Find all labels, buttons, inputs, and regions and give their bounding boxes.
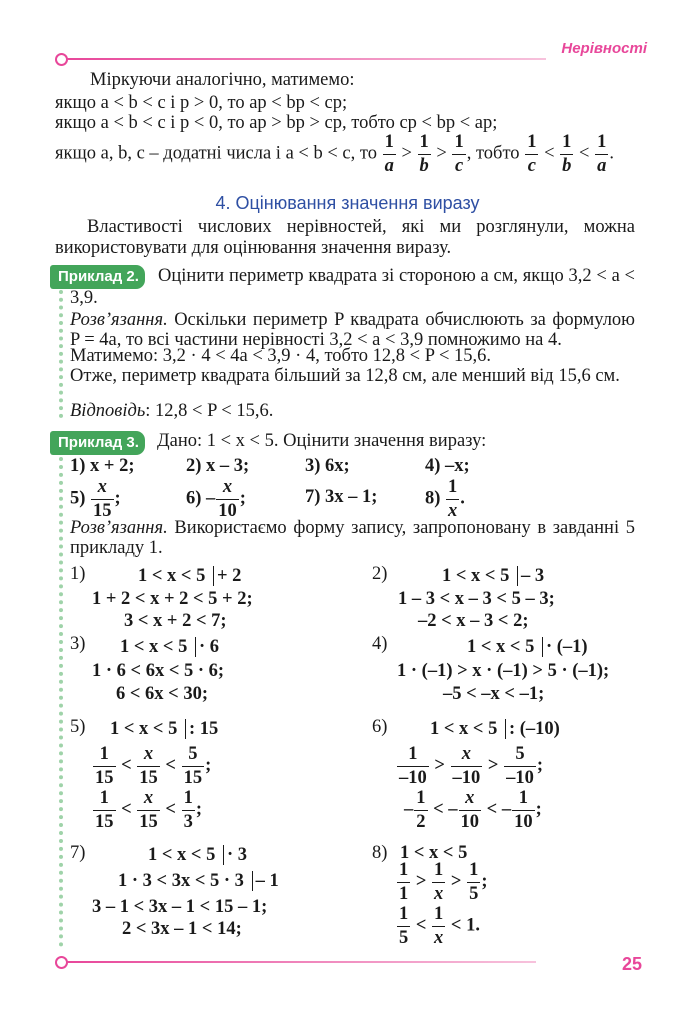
solution-3-line-2: 1 · 6 < 6x < 5 · 6; (92, 661, 225, 681)
solution-7-line-2 (118, 871, 279, 892)
solution-5-operation: : 15 (185, 719, 218, 739)
task-item-6-num: 6) – (186, 488, 216, 509)
intro-line-2: якщо a < b < c і p > 0, то ap < bp < cp; (55, 93, 348, 113)
task-item-5-num: 5) (70, 488, 86, 509)
intro-line-1: Міркуючи аналогічно, матимемо: (90, 70, 355, 90)
task-item-4: 4) –x; (425, 456, 470, 476)
solution-5-number: 5) (70, 717, 86, 737)
solution-2-operation: – 3 (517, 566, 544, 586)
solution-5-line-1 (110, 719, 218, 740)
solution-3-number: 3) (70, 634, 86, 654)
solution-4-line-1 (467, 637, 588, 658)
example-3-margin-dots (59, 457, 63, 947)
solution-2-number: 2) (372, 564, 388, 584)
example-3-task: Дано: 1 < x < 5. Оцінити значення виразу: (157, 431, 487, 451)
intro-line-4-mid: , тобто (466, 143, 520, 164)
solution-4-number: 4) (372, 634, 388, 654)
example-2-badge: Приклад 2. (50, 265, 145, 289)
task-item-6: 6) – $\frac{x}{10}$ ; (186, 477, 246, 521)
task-item-8-num: 8) (425, 488, 441, 509)
header-rule (66, 58, 546, 60)
task-item-1: 1) x + 2; (70, 456, 135, 476)
example-2-margin-dots (59, 290, 63, 418)
solution-7-operation-2: – 1 (252, 871, 279, 891)
solution-4-operation: · (–1) (542, 637, 588, 657)
solution-6-line-1 (430, 719, 560, 740)
intro-line-4: якщо a, b, c – додатні числа і a < b < c, то $\frac{1}{a}$ > $\frac{1}{b}$ > $\frac{1}{c}$ , тобто $\frac{1}{c}$ < $\frac{1}{b}$ < $\frac{1}{a}$ . (55, 132, 614, 176)
solution-5-start: 1 < x < 5 (110, 719, 178, 739)
example-3-solution-label: Розв’язання. (70, 518, 168, 538)
solution-8-line-2: $\frac{1}{1}$ > $\frac{1}{x}$ > $\frac{1}{5}$ ; (399, 860, 488, 904)
solution-6-line-3: – $\frac{1}{2}$ < – $\frac{x}{10}$ < – $\frac{1}{10}$ ; (404, 788, 542, 832)
solution-4-start: 1 < x < 5 (467, 637, 535, 657)
solution-1-line-2: 1 + 2 < x + 2 < 5 + 2; (92, 589, 253, 609)
solution-6-operation: : (–10) (505, 719, 560, 739)
example-2-solution (70, 310, 635, 350)
solution-2-line-2: 1 – 3 < x – 3 < 5 – 3; (398, 589, 555, 609)
example-2-line-2: Матимемо: 3,2 · 4 < 4a < 3,9 · 4, тобто 12,8 < P < 15,6. (70, 346, 492, 366)
solution-2-line-3: –2 < x – 3 < 2; (418, 611, 529, 631)
solution-2-line-1 (442, 566, 544, 587)
example-3-solution-text: Використаємо форму запису, запропоновану в завданні 5 прикладу 1. (70, 518, 635, 558)
solution-6-number: 6) (372, 717, 388, 737)
solution-1-operation: + 2 (213, 566, 241, 586)
solution-1-line-1 (138, 566, 241, 587)
example-2-answer-text: : 12,8 < P < 15,6. (145, 401, 274, 421)
section-title: 4. Оцінювання значення виразу (215, 193, 480, 213)
solution-1-start: 1 < x < 5 (138, 566, 206, 586)
solution-5-line-2: $\frac{1}{15}$ < $\frac{x}{15}$ < $\frac{5}{15}$ ; (95, 744, 212, 788)
solution-8-line-1: 1 < x < 5 (400, 843, 468, 863)
example-2-answer (70, 401, 273, 422)
task-item-8: 8) $\frac{1}{x}$ . (425, 477, 465, 521)
solution-3-line-1 (120, 637, 219, 658)
task-item-5: 5) $\frac{x}{15}$ ; (70, 477, 121, 521)
solution-3-line-3: 6 < 6x < 30; (116, 684, 208, 704)
example-2-task: Оцінити периметр квадрата зі стороною a см, якщо 3,2 < a < 3,9. (70, 266, 635, 308)
solution-1-number: 1) (70, 564, 86, 584)
section-paragraph: Властивості числових нерівностей, які ми розглянули, можна використовувати для оцінювання значення виразу. (55, 217, 635, 258)
example-3-badge: Приклад 3. (50, 431, 145, 455)
solution-1-line-3: 3 < x + 2 < 7; (124, 611, 227, 631)
solution-7-line-3: 3 – 1 < 3x – 1 < 15 – 1; (92, 897, 268, 917)
page-number: 25 (621, 954, 642, 974)
solution-4-line-2: 1 · (–1) > x · (–1) > 5 · (–1); (397, 661, 610, 681)
solution-7-number: 7) (70, 843, 86, 863)
solution-4-line-3: –5 < –x < –1; (443, 684, 545, 704)
task-item-3: 3) 6x; (305, 456, 350, 476)
solution-8-number: 8) (372, 843, 388, 863)
solution-7-operation: · 3 (223, 845, 247, 865)
intro-line-3: якщо a < b < c і p < 0, то ap > bp > cp, тобто cp < bp < ap; (55, 113, 498, 133)
footer-rule (66, 961, 536, 963)
task-item-2: 2) x – 3; (186, 456, 250, 476)
solution-5-line-3: $\frac{1}{15}$ < $\frac{x}{15}$ < $\frac{1}{3}$ ; (95, 788, 203, 832)
solution-3-operation: · 6 (195, 637, 219, 657)
example-2-answer-label: Відповідь (70, 401, 146, 421)
intro-line-4-prefix: якщо a, b, c – додатні числа і a < b < c, то (55, 143, 377, 164)
solution-2-start: 1 < x < 5 (442, 566, 510, 586)
example-2-conclusion: Отже, периметр квадрата більший за 12,8 см, але менший від 15,6 см. (70, 366, 620, 386)
solution-8-line-3: $\frac{1}{5}$ < $\frac{1}{x}$ < 1. (399, 904, 480, 948)
running-title: Нерівності (561, 40, 647, 57)
solution-6-start: 1 < x < 5 (430, 719, 498, 739)
solution-7-line-1 (148, 845, 247, 866)
solution-7-step: 1 · 3 < 3x < 5 · 3 (118, 871, 244, 891)
task-item-7: 7) 3x – 1; (305, 487, 378, 507)
example-2-solution-label: Розв’язання. (70, 310, 168, 330)
solution-7-start: 1 < x < 5 (148, 845, 216, 865)
solution-7-line-4: 2 < 3x – 1 < 14; (122, 919, 242, 939)
solution-6-line-2: $\frac{1}{-10}$ > $\frac{x}{-10}$ > $\frac{5}{-10}$ ; (399, 744, 544, 788)
example-2-solution-text: Оскільки периметр P квадрата обчислюють за формулою P = 4a, то всі частини нерівності 3,2 < a < 3,9 помножимо на 4. (70, 310, 635, 350)
solution-3-start: 1 < x < 5 (120, 637, 188, 657)
example-3-solution (70, 518, 635, 558)
